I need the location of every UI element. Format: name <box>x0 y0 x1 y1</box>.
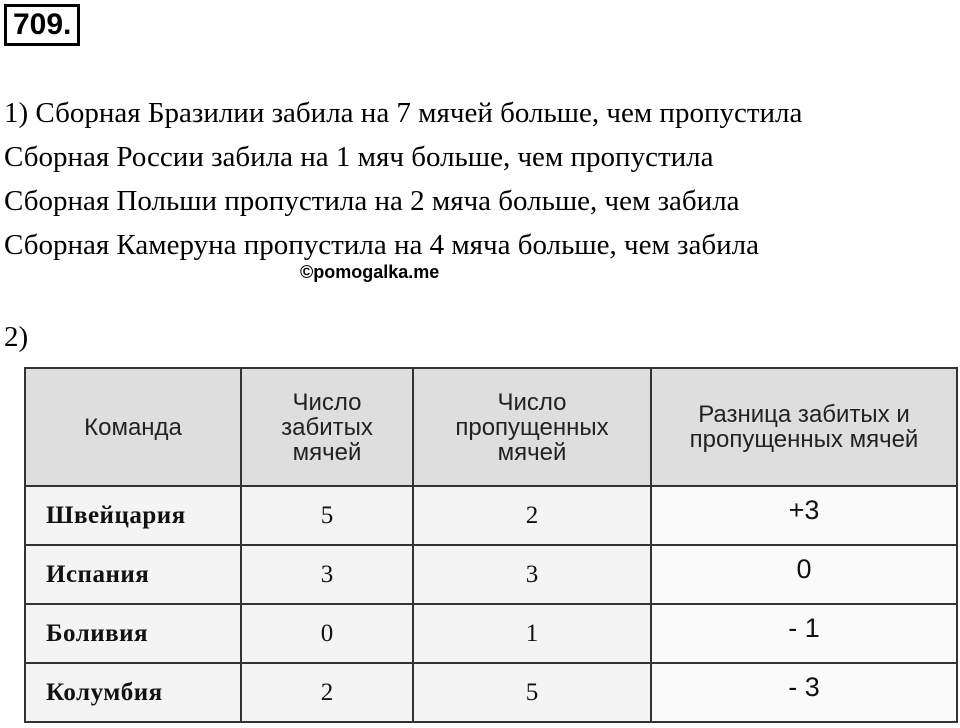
scored-cell: 2 <box>241 663 413 722</box>
team-cell: Швейцария <box>25 486 241 545</box>
difference-cell: +3 <box>651 486 957 545</box>
header-difference: Разница забитых и пропущенных мячей <box>651 368 957 486</box>
difference-cell: 0 <box>651 545 957 604</box>
answer-line-poland: Сборная Польши пропустила на 2 мяча больше, чем забила <box>4 185 740 217</box>
table-row <box>25 604 957 663</box>
team-cell: Колумбия <box>25 663 241 722</box>
results-table <box>24 367 958 723</box>
conceded-cell: 1 <box>413 604 651 663</box>
scored-cell: 3 <box>241 545 413 604</box>
answer-line-brazil: 1) Сборная Бразилии забила на 7 мячей больше, чем пропустила <box>4 97 803 129</box>
difference-cell: - 3 <box>651 663 957 722</box>
difference-cell: - 1 <box>651 604 957 663</box>
header-team: Команда <box>25 368 241 486</box>
scored-cell: 5 <box>241 486 413 545</box>
conceded-cell: 3 <box>413 545 651 604</box>
table-row <box>25 663 957 722</box>
team-cell: Испания <box>25 545 241 604</box>
conceded-cell: 2 <box>413 486 651 545</box>
problem-number: 709. <box>4 4 80 46</box>
answer-line-russia: Сборная России забила на 1 мяч больше, чем пропустила <box>4 141 714 173</box>
table-header-row <box>25 368 957 486</box>
team-cell: Боливия <box>25 604 241 663</box>
watermark: ©pomogalka.me <box>300 262 440 282</box>
conceded-cell: 5 <box>413 663 651 722</box>
answer-line-cameroon: Сборная Камеруна пропустила на 4 мяча больше, чем забила <box>4 229 760 261</box>
part-two-label: 2) <box>4 321 29 353</box>
header-conceded: Число пропущенных мячей <box>413 368 651 486</box>
table-row <box>25 545 957 604</box>
header-scored: Число забитых мячей <box>241 368 413 486</box>
table-row <box>25 486 957 545</box>
part-one-answer <box>4 91 802 267</box>
scored-cell: 0 <box>241 604 413 663</box>
results-table-container <box>24 367 956 723</box>
